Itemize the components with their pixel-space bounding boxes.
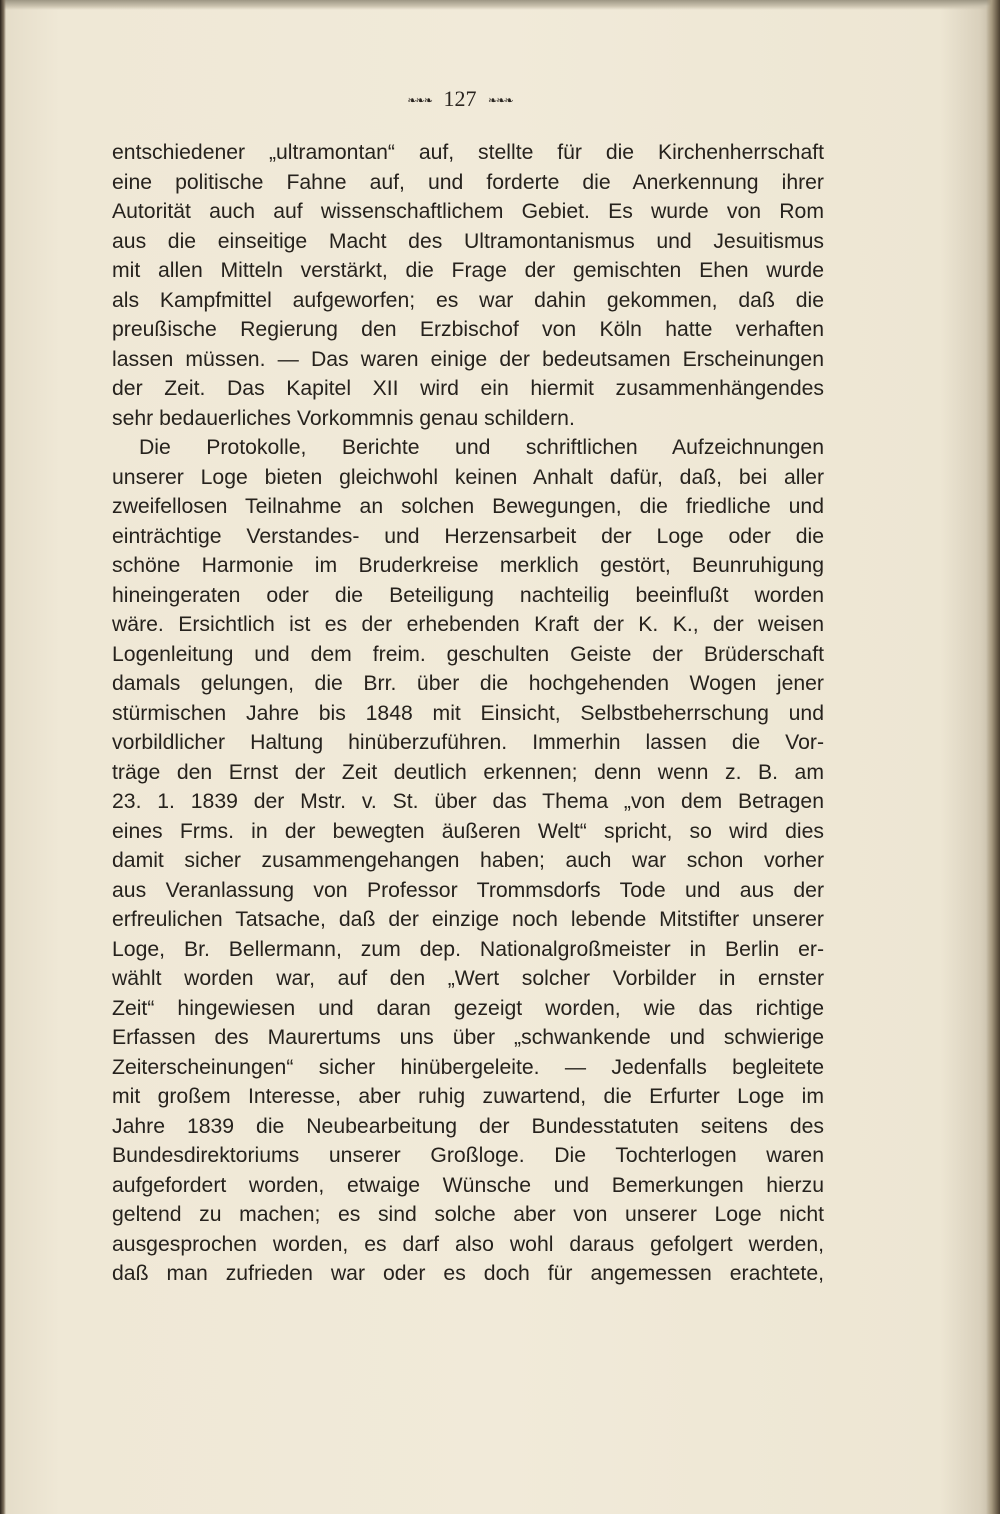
ornament-left-icon: ❧❧❧ — [407, 95, 432, 108]
text-line: als Kampfmittel aufgeworfen; es war dahin gekommen, daß die — [112, 288, 824, 312]
text-line: wählt worden war, auf den „Wert solcher Vorbilder in ernster — [112, 967, 824, 990]
text-line: Loge, Br. Bellermann, zum dep. Nationalgroßmeister in Berlin er- — [112, 937, 824, 961]
text-line: erfreulichen Tatsache, daß der einzige noch lebende Mitstifter unserer — [112, 908, 824, 931]
text-line: lassen müssen. — Das waren einige der bedeutsamen Erscheinungen — [112, 347, 824, 371]
text-line: Bundesdirektoriums unserer Großloge. Die Tochterlogen waren — [112, 1144, 824, 1167]
page-left-edge — [0, 0, 6, 1514]
text-line: schöne Harmonie im Bruderkreise merklich gestört, Beunruhigung — [112, 554, 824, 577]
text-line: Die Protokolle, Berichte und schriftlichen Aufzeichnungen — [139, 436, 824, 459]
text-line: entschiedener „ultramontan“ auf, stellte für die Kirchenherrschaft — [112, 141, 824, 164]
ornament-right-icon: ❧❧❧ — [488, 95, 513, 108]
book-spine-edge — [986, 0, 1000, 1514]
text-line: aus die einseitige Macht des Ultramontanismus und Jesuitismus — [112, 229, 824, 253]
text-line: Jahre 1839 die Neubearbeitung der Bundesstatuten seitens des — [112, 1114, 824, 1138]
text-line: zweifellosen Teilnahme an solchen Bewegungen, die friedliche und — [112, 495, 824, 518]
text-line: Erfassen des Maurertums uns über „schwankende und schwierige — [112, 1026, 824, 1049]
text-line: eines Frms. in der bewegten äußeren Welt“ spricht, so wird dies — [112, 819, 824, 843]
text-line: wäre. Ersichtlich ist es der erhebenden Kraft der K. K., der weisen — [112, 613, 824, 636]
text-line: Zeit“ hingewiesen und daran gezeigt worden, wie das richtige — [112, 996, 824, 1020]
text-line: damals gelungen, die Brr. über die hochgehenden Wogen jener — [112, 672, 824, 695]
text-line: mit allen Mitteln verstärkt, die Frage der gemischten Ehen wurde — [112, 259, 824, 282]
paragraph-1 — [112, 138, 824, 433]
text-line: mit großem Interesse, aber ruhig zuwartend, die Erfurter Loge im — [112, 1085, 824, 1108]
text-line: Zeiterscheinungen“ sicher hinübergeleite. — Jedenfalls begleitete — [112, 1055, 824, 1079]
page-number: 127 — [443, 86, 477, 111]
text-line: damit sicher zusammengehangen haben; auch war schon vorher — [112, 849, 824, 872]
text-line: Autorität auch auf wissenschaftlichem Gebiet. Es wurde von Rom — [112, 200, 824, 223]
body-text — [112, 138, 824, 1289]
text-line: eine politische Fahne auf, und forderte die Anerkennung ihrer — [112, 170, 824, 194]
text-line: geltend zu machen; es sind solche aber von unserer Loge nicht — [112, 1203, 824, 1226]
text-line: unserer Loge bieten gleichwohl keinen Anhalt dafür, daß, bei aller — [112, 465, 824, 489]
text-line: 23. 1. 1839 der Mstr. v. St. über das Thema „von dem Betragen — [112, 790, 824, 813]
text-line: träge den Ernst der Zeit deutlich erkennen; denn wenn z. B. am — [112, 760, 824, 784]
page-top-edge — [0, 0, 1000, 10]
text-line: stürmischen Jahre bis 1848 mit Einsicht, Selbstbeherrschung und — [112, 701, 824, 725]
text-line: ausgesprochen worden, es darf also wohl daraus gefolgert werden, — [112, 1232, 824, 1256]
text-line: sehr bedauerliches Vorkommnis genau schildern. — [112, 406, 575, 430]
text-line: Logenleitung und dem freim. geschulten Geiste der Brüderschaft — [112, 642, 824, 666]
text-line: vorbildlicher Haltung hinüberzuführen. Immerhin lassen die Vor- — [112, 731, 824, 754]
text-line: der Zeit. Das Kapitel XII wird ein hiermit zusammenhängendes — [112, 377, 824, 400]
text-line: aus Veranlassung von Professor Trommsdorfs Tode und aus der — [112, 878, 824, 902]
page-header — [0, 86, 920, 112]
text-line: preußische Regierung den Erzbischof von Köln hatte verhaften — [112, 318, 824, 341]
text-line: hineingeraten oder die Beteiligung nachteilig beeinflußt worden — [112, 583, 824, 607]
text-line: einträchtige Verstandes- und Herzensarbeit der Loge oder die — [112, 524, 824, 548]
paragraph-2 — [112, 433, 824, 1289]
text-line: daß man zufrieden war oder es doch für angemessen erachtete, — [112, 1262, 824, 1285]
text-line: aufgefordert worden, etwaige Wünsche und Bemerkungen hierzu — [112, 1173, 824, 1197]
